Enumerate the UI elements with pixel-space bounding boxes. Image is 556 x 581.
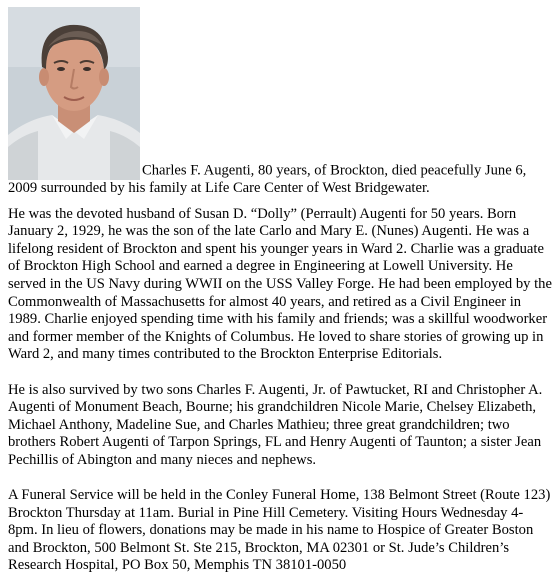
paragraph-services: A Funeral Service will be held in the Conley Funeral Home, 138 Belmont Street (Route 123) Brockton Thursday at 11am. Burial in Pine Hill Cemetery. Visiting Hours Wednesday 4-8pm. In lieu of flowers, donations may be made in his name to Hospice of Greater Boston and Brockton, 500 Belmont St. Ste 215, Brockton, MA 02301 or St. Jude’s Children’s Research Hospital, PO Box 50, Memphis TN 38101-0050 bbox=[8, 487, 551, 574]
spacer bbox=[8, 470, 552, 488]
portrait-photo bbox=[8, 7, 140, 180]
obituary-document bbox=[8, 7, 552, 575]
intro-text: Charles F. Augenti, 80 years, of Brockton, died peacefully June 6, 2009 surrounded by his family at Life Care Center of West Bridgewater. bbox=[8, 162, 527, 196]
paragraph-biography: He was the devoted husband of Susan D. “Dolly” (Perrault) Augenti for 50 years. Born January 2, 1929, he was the son of the late Carlo and Mary E. (Nunes) Augenti. He was a lifelong resident of Brockton and spent his younger years in Ward 2. Charlie was a graduate of Brockton High School and earned a degree in Engineering at Lowell University. He served in the US Navy during WWII on the USS Valley Forge. He had been employed by the Commonwealth of Massachusetts for almost 40 years, and retired as a Civil Engineer in 1989. Charlie enjoyed spending time with his family and friends; was a skillful woodworker and former member of the Knights of Columbus. He loved to share stories of growing up in Ward 2, and many times contributed to the Brockton Enterprise Editorials. bbox=[8, 205, 552, 363]
spacer bbox=[8, 364, 552, 382]
paragraph-survivors: He is also survived by two sons Charles F. Augenti, Jr. of Pawtucket, RI and Christopher A. Augenti of Monument Beach, Bourne; his grandchildren Nicole Marie, Chelsey Elizabeth, Michael Anthony, Madeline Sue, and Charles Mathieu; three great grandchildren; two brothers Robert Augenti of Tarpon Springs, FL and Henry Augenti of Taunton; a sister Jean Pechillis of Abington and many nieces and nephews. bbox=[8, 381, 543, 468]
intro-block bbox=[8, 7, 552, 198]
spacer bbox=[8, 198, 552, 206]
portrait-illustration bbox=[8, 7, 140, 180]
